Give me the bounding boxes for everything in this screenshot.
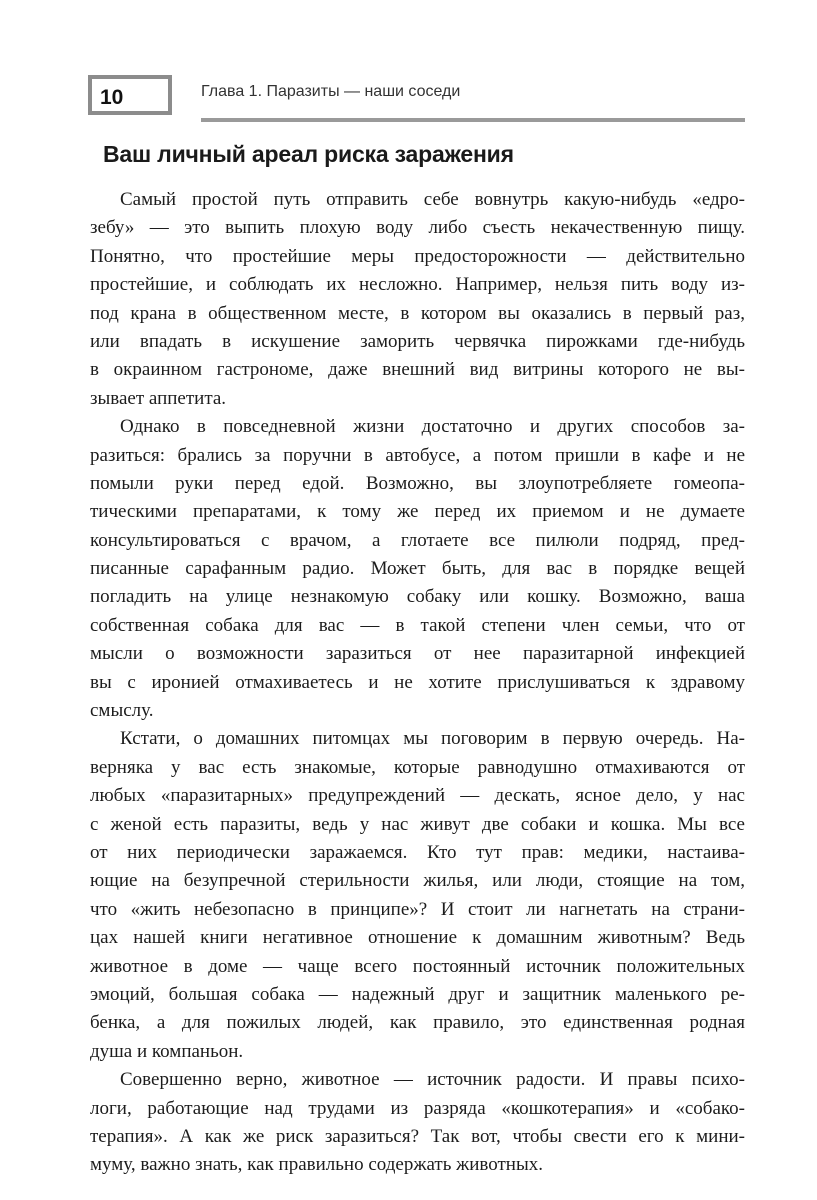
text-line: зебу» — это выпить плохую воду либо съесть некачественную пищу. bbox=[90, 217, 745, 239]
text-line: бенка, а для пожилых людей, как правило, это единственная родная bbox=[90, 1012, 745, 1034]
text-line: помыли руки перед едой. Возможно, вы злоупотребляете гомеопа- bbox=[90, 472, 745, 494]
text-line: мысли о возможности заразиться от нее паразитарной инфекцией bbox=[90, 643, 745, 665]
paragraph bbox=[90, 725, 745, 1066]
text-line: Кстати, о домашних питомцах мы поговорим в первую очередь. На- bbox=[120, 728, 745, 750]
paragraph bbox=[90, 186, 745, 413]
text-line: верняка у вас есть знакомые, которые равнодушно отмахиваются от bbox=[90, 756, 745, 778]
header-rule bbox=[201, 118, 745, 122]
page-number: 10 bbox=[100, 86, 124, 109]
paragraph bbox=[90, 1066, 745, 1180]
text-line: тическими препаратами, к тому же перед их приемом и не думаете bbox=[90, 501, 745, 523]
text-line: Совершенно верно, животное — источник радости. И правы психо- bbox=[120, 1069, 745, 1091]
text-line: Понятно, что простейшие меры предосторожности — действительно bbox=[90, 245, 745, 267]
paragraph bbox=[90, 413, 745, 725]
text-line: любых «паразитарных» предупреждений — дескать, ясное дело, у нас bbox=[90, 785, 745, 807]
text-line: терапия». А как же риск заразиться? Так вот, чтобы свести его к мини- bbox=[90, 1125, 745, 1147]
section-title: Ваш личный ареал риска заражения bbox=[103, 141, 514, 167]
text-line: цах нашей книги негативное отношение к домашним животным? Ведь bbox=[90, 927, 745, 949]
text-line: логи, работающие над трудами из разряда «кошкотерапия» и «собако- bbox=[90, 1097, 745, 1119]
text-line: консультироваться с врачом, а глотаете все пилюли подряд, пред- bbox=[90, 529, 745, 551]
text-line: или впадать в искушение заморить червячка пирожками где-нибудь bbox=[90, 330, 745, 352]
text-line: что «жить небезопасно в принципе»? И стоит ли нагнетать на страни- bbox=[90, 898, 745, 920]
text-line: муму, важно знать, как правильно содержать животных. bbox=[90, 1154, 543, 1176]
text-line: эмоций, большая собака — надежный друг и защитник маленького ре- bbox=[90, 983, 745, 1005]
text-line: животное в доме — чаще всего постоянный источник положительных bbox=[90, 955, 745, 977]
text-line: Однако в повседневной жизни достаточно и других способов за- bbox=[120, 416, 745, 438]
text-line: в окраинном гастрономе, даже внешний вид витрины которого не вы- bbox=[90, 359, 745, 381]
text-line: от них периодически заражаемся. Кто тут прав: медики, настаива- bbox=[90, 841, 745, 863]
text-line: под крана в общественном месте, в котором вы оказались в первый раз, bbox=[90, 302, 745, 324]
text-line: писанные сарафанным радио. Может быть, для вас в порядке вещей bbox=[90, 558, 745, 580]
text-line: зывает аппетита. bbox=[90, 387, 227, 409]
text-line: смыслу. bbox=[90, 700, 154, 722]
text-line: вы с иронией отмахиваетесь и не хотите прислушиваться к здравому bbox=[90, 671, 745, 693]
text-line: Самый простой путь отправить себе вовнутрь какую-нибудь «едро- bbox=[120, 189, 745, 210]
page-number-box bbox=[88, 75, 172, 115]
text-line: разиться: брались за поручни в автобусе, а потом пришли в кафе и не bbox=[90, 444, 745, 466]
text-line: душа и компаньон. bbox=[90, 1040, 244, 1062]
running-header: Глава 1. Паразиты — наши соседи bbox=[201, 83, 461, 100]
body-text bbox=[90, 186, 745, 1180]
text-line: ющие на безупречной стерильности жилья, или люди, стоящие на том, bbox=[90, 870, 745, 892]
text-line: погладить на улице незнакомую собаку или кошку. Возможно, ваша bbox=[90, 586, 745, 608]
text-line: простейшие, и соблюдать их несложно. Например, нельзя пить воду из- bbox=[90, 274, 745, 296]
text-line: с женой есть паразиты, ведь у нас живут две собаки и кошка. Мы все bbox=[90, 813, 745, 835]
text-line: собственная собака для вас — в такой степени член семьи, что от bbox=[90, 614, 745, 636]
